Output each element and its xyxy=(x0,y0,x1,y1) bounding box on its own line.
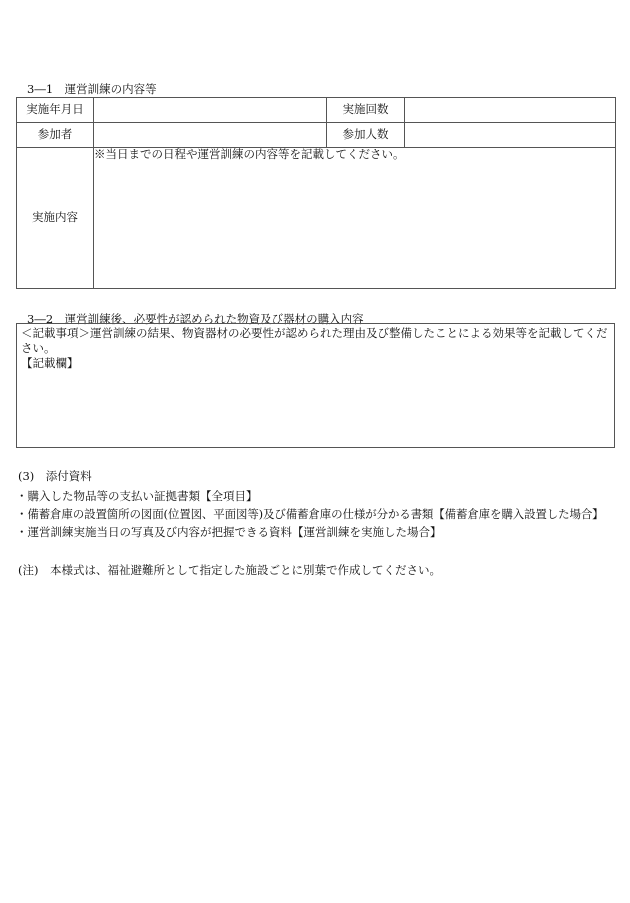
table-row xyxy=(17,123,616,148)
content-field[interactable] xyxy=(94,148,616,289)
section-3-2-title: 3―2 運営訓練後、必要性が認められた物資及び器材の購入内容 xyxy=(27,312,364,326)
attachment-item: ・備蓄倉庫の設置箇所の図面(位置図、平面図等)及び備蓄倉庫の仕様が分かる書類【備蓄倉庫を購入設置した場合】 xyxy=(16,507,604,521)
attachment-item: ・購入した物品等の支払い証拠書類【全項目】 xyxy=(16,489,258,503)
field-label: 【記載欄】 xyxy=(21,356,79,370)
content-note: ※当日までの日程や運営訓練の内容等を記載してください。 xyxy=(94,147,405,161)
content-label: 実施内容 xyxy=(17,148,94,289)
purchase-content-box[interactable] xyxy=(16,323,615,448)
section-3-1-title: 3―1 運営訓練の内容等 xyxy=(27,82,157,96)
table-row xyxy=(17,98,616,123)
date-label: 実施年月日 xyxy=(17,98,94,123)
participants-field[interactable] xyxy=(94,123,327,148)
count-label: 実施回数 xyxy=(327,98,405,123)
count-field[interactable] xyxy=(405,98,616,123)
attachment-item: ・運営訓練実施当日の写真及び内容が把握できる資料【運営訓練を実施した場合】 xyxy=(16,525,442,539)
training-details-table xyxy=(16,97,616,289)
date-field[interactable] xyxy=(94,98,327,123)
headcount-field[interactable] xyxy=(405,123,616,148)
table-row xyxy=(17,148,616,289)
participants-label: 参加者 xyxy=(17,123,94,148)
attachments-title: (3) 添付資料 xyxy=(18,469,92,483)
headcount-label: 参加人数 xyxy=(327,123,405,148)
footer-note: (注) 本様式は、福祉避難所として指定した施設ごとに別葉で作成してください。 xyxy=(18,563,441,577)
instruction-text: ＜記載事項＞運営訓練の結果、物資器材の必要性が認められた理由及び整備したことによる効果等を記載してください。 xyxy=(21,326,608,355)
